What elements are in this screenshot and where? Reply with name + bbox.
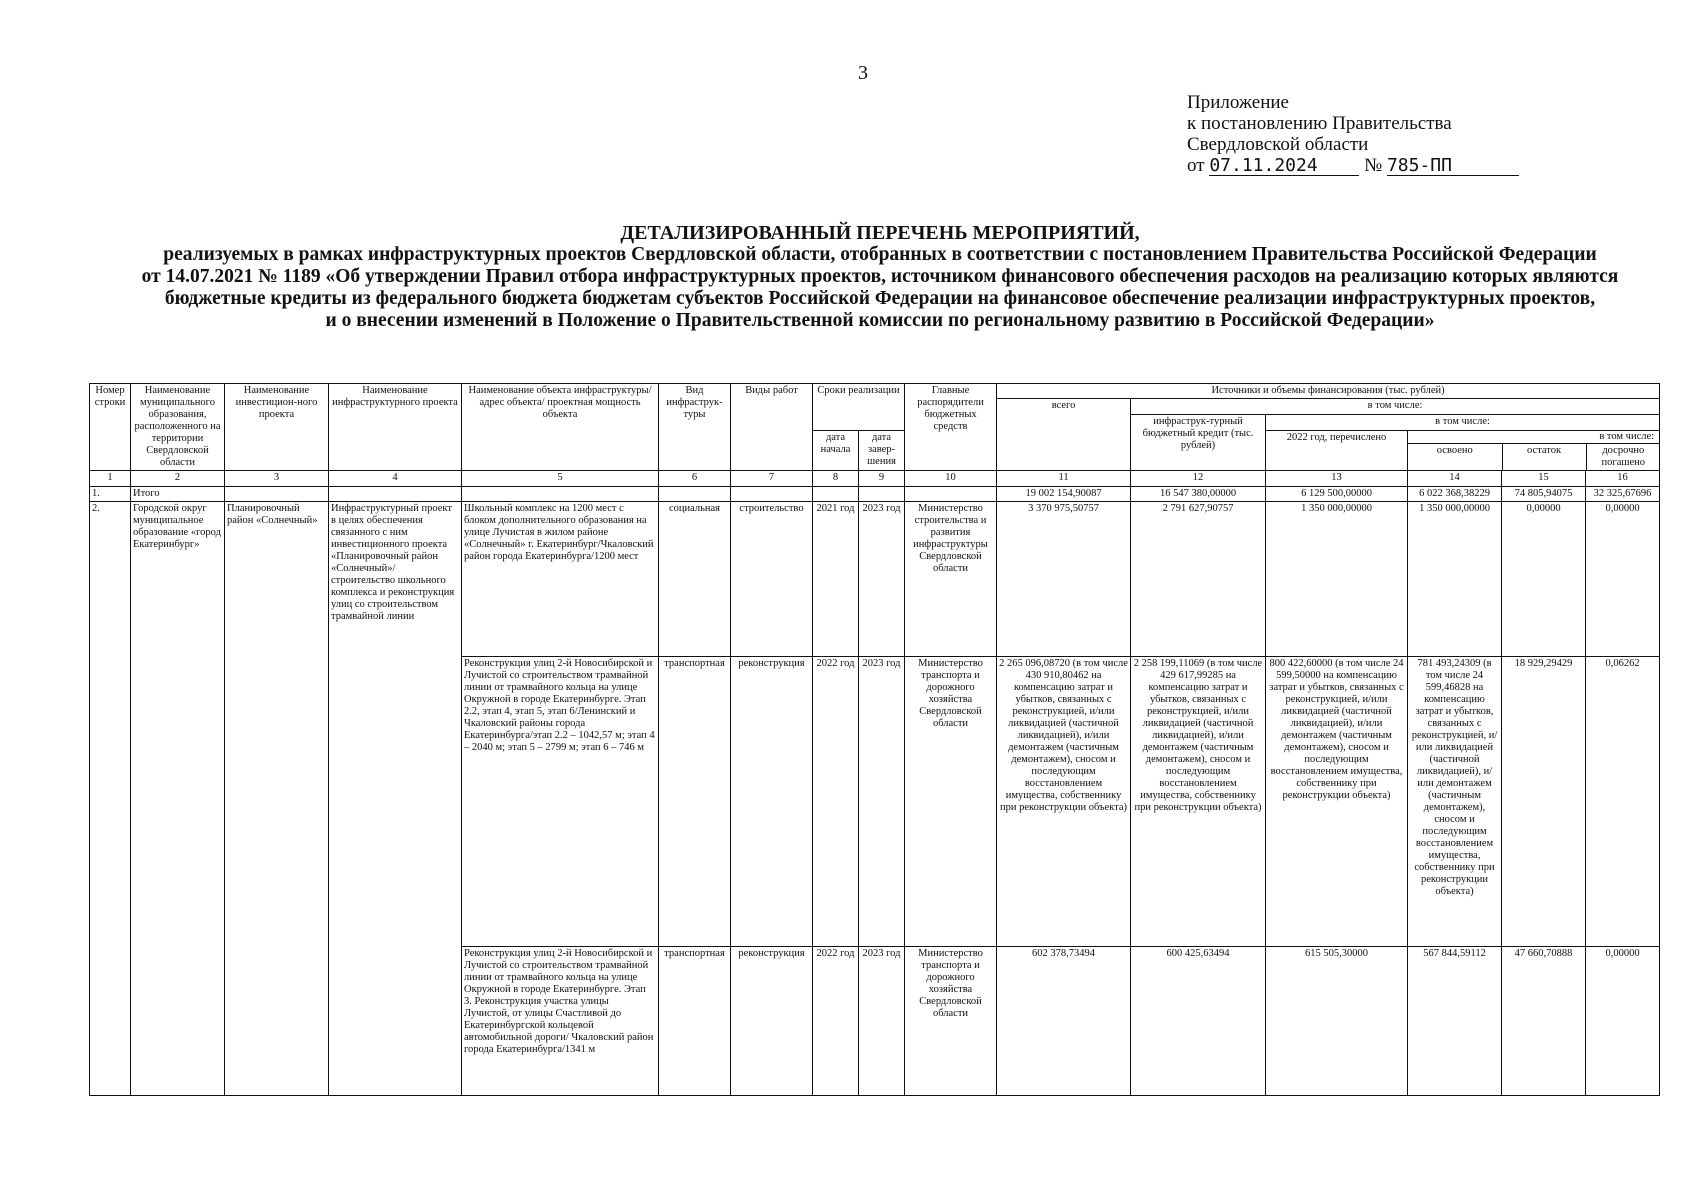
total-transferred: 6 129 500,00000	[1266, 487, 1408, 502]
end-cell: 2023 год	[859, 947, 905, 1096]
header-including2: в том числе:	[1266, 415, 1660, 431]
work-type-cell: реконструкция	[731, 657, 813, 947]
header-end: дата завер-шения	[859, 431, 905, 471]
resolution-number: 785-ПП	[1387, 157, 1519, 176]
total-row	[90, 487, 1660, 502]
col-num: 8	[813, 471, 859, 487]
infra-type-cell: транспортная	[659, 947, 731, 1096]
col-num: 15	[1502, 471, 1586, 487]
header-remainder: остаток	[1502, 444, 1586, 471]
credit-cell: 600 425,63494	[1131, 947, 1266, 1096]
title-line3: от 14.07.2021 № 1189 «Об утверждении Правил отбора инфраструктурных проектов, источником финансового обеспечения расходов на реализацию которых являются	[141, 266, 1619, 287]
header-investment-project: Наименование инвестицион-ного проекта	[225, 384, 329, 471]
col-num: 3	[225, 471, 329, 487]
header-municipality: Наименование муниципального образования, расположенного на территории Свердловской области	[131, 384, 225, 471]
used-cell: 1 350 000,00000	[1408, 502, 1502, 657]
object-cell: Школьный комплекс на 1200 мест с блоком дополнительного образования на улице Лучистая в жилом районе «Солнечный» г. Екатеринбург/Чкаловский район города Екатеринбурга/1200 мест	[462, 502, 659, 657]
manager-cell: Министерство строительства и развития инфраструктуры Свердловской области	[905, 502, 997, 657]
infra-type-cell: транспортная	[659, 657, 731, 947]
total-sum: 19 002 154,90087	[997, 487, 1131, 502]
manager-cell: Министерство транспорта и дорожного хозяйства Свердловской области	[905, 947, 997, 1096]
total-cell: 2 265 096,08720 (в том числе 430 910,80462 на компенсацию затрат и убытков, связанных с реконструкцией, и/или ликвидацией (частичной ликвидацией), и/или демонтажем (частичным демонтажем), сносом и последующим восстановлением имущества, собственнику при реконструкции объекта)	[997, 657, 1131, 947]
used-cell: 567 844,59112	[1408, 947, 1502, 1096]
title-line4: бюджетные кредиты из федерального бюджета бюджетам субъектов Российской Федерации на финансовое обеспечение реализации инфраструктурных проектов,	[164, 288, 1596, 309]
title-line1: ДЕТАЛИЗИРОВАННЫЙ ПЕРЕЧЕНЬ МЕРОПРИЯТИЙ,	[620, 222, 1140, 244]
total-row-label: Итого	[131, 487, 225, 502]
col-num: 6	[659, 471, 731, 487]
header-row-number: Номер строки	[90, 384, 131, 471]
appendix-date-line	[1187, 155, 1519, 176]
appendix-block	[1187, 92, 1519, 176]
col-num: 13	[1266, 471, 1408, 487]
header-credit: инфраструк-турный бюджетный кредит (тыс. рублей)	[1131, 415, 1266, 471]
total-repaid: 32 325,67696	[1586, 487, 1660, 502]
col-num: 2	[131, 471, 225, 487]
header-infra-project: Наименование инфраструктурного проекта	[329, 384, 462, 471]
col-num: 11	[997, 471, 1131, 487]
appendix-line3: Свердловской области	[1187, 134, 1369, 155]
end-cell: 2023 год	[859, 502, 905, 657]
investment-project-cell: Планировочный район «Солнечный»	[225, 502, 329, 1096]
appendix-line2: к постановлению Правительства	[1187, 113, 1452, 134]
manager-cell: Министерство транспорта и дорожного хозяйства Свердловской области	[905, 657, 997, 947]
start-cell: 2022 год	[813, 947, 859, 1096]
repaid-cell: 0,00000	[1586, 502, 1660, 657]
municipality-cell: Городской округ муниципальное образование «город Екатеринбург»	[131, 502, 225, 1096]
row-number: 2.	[90, 502, 131, 1096]
total-cell: 602 378,73494	[997, 947, 1131, 1096]
transferred-cell: 800 422,60000 (в том числе 24 599,50000 на компенсацию затрат и убытков, связанных с реконструкцией, и/или ликвидацией (частичной ликвидацией), и/или демонтажем (частичным демонтажем), сносом и последующим восстановлением имущества, собственнику при реконструкции объекта)	[1266, 657, 1408, 947]
work-type-cell: строительство	[731, 502, 813, 657]
header-sub-group	[1408, 431, 1660, 471]
col-num: 14	[1408, 471, 1502, 487]
col-num: 4	[329, 471, 462, 487]
col-num: 1	[90, 471, 131, 487]
header-row-1	[90, 384, 1660, 399]
title-line5: и о внесении изменений в Положение о Правительственной комиссии по региональному развитию в Российской Федерации»	[325, 310, 1435, 331]
repaid-cell: 0,00000	[1586, 947, 1660, 1096]
credit-cell: 2 258 199,11069 (в том числе 429 617,99285 на компенсацию затрат и убытков, связанных с реконструкцией, и/или ликвидацией (частичной ликвидацией), и/или демонтажем (частичным демонтажем), сносом и последующим восстановлением имущества, собственнику при реконструкции объекта)	[1131, 657, 1266, 947]
header-infra-type: Вид инфраструк-туры	[659, 384, 731, 471]
transferred-cell: 615 505,30000	[1266, 947, 1408, 1096]
measures-table	[89, 383, 1660, 1096]
used-cell: 781 493,24309 (в том числе 24 599,46828 на компенсацию затрат и убытков, связанных с реконструкцией, и/или ликвидацией (частичной ликвидацией), и/или демонтажем (частичным демонтажем), сносом и последующим восстановлением имущества, собственнику при реконструкции объекта)	[1408, 657, 1502, 947]
header-managers: Главные распорядители бюджетных средств	[905, 384, 997, 471]
resolution-date: 07.11.2024	[1209, 157, 1359, 176]
credit-cell: 2 791 627,90757	[1131, 502, 1266, 657]
total-used: 6 022 368,38229	[1408, 487, 1502, 502]
col-num: 16	[1586, 471, 1660, 487]
start-cell: 2021 год	[813, 502, 859, 657]
number-prefix: №	[1364, 155, 1383, 176]
start-cell: 2022 год	[813, 657, 859, 947]
object-cell: Реконструкция улиц 2-й Новосибирской и Лучистой со строительством трамвайной линии от трамвайного кольца на улице Окружной в городе Екатеринбурге. Этап 3. Реконструкция участка улицы Лучистой, от улицы Счастливой до Екатеринбургской кольцевой автомобильной дороги/ Чкаловский район города Екатеринбурга/1341 м	[462, 947, 659, 1096]
col-num: 12	[1131, 471, 1266, 487]
title-line2: реализуемых в рамках инфраструктурных проектов Свердловской области, отобранных в соответствии с постановлением Правительства Российской Федерации	[163, 244, 1597, 265]
header-transferred: 2022 год, перечислено	[1266, 431, 1408, 471]
infra-type-cell: социальная	[659, 502, 731, 657]
end-cell: 2023 год	[859, 657, 905, 947]
appendix-line1: Приложение	[1187, 92, 1289, 113]
total-credit: 16 547 380,00000	[1131, 487, 1266, 502]
header-total: всего	[997, 399, 1131, 471]
remainder-cell: 18 929,29429	[1502, 657, 1586, 947]
header-including3: в том числе:	[1408, 431, 1660, 444]
col-num: 10	[905, 471, 997, 487]
date-prefix: от	[1187, 155, 1205, 176]
page-number: 3	[858, 62, 868, 84]
remainder-cell: 0,00000	[1502, 502, 1586, 657]
transferred-cell: 1 350 000,00000	[1266, 502, 1408, 657]
infra-project-cell: Инфраструктурный проект в целях обеспечения связанного с ним инвестиционного проекта «Планировочный район «Солнечный»/ строительство школьного комплекса и реконструкция улиц со строительством трамвайной линии	[329, 502, 462, 1096]
header-work-type: Виды работ	[731, 384, 813, 471]
column-number-row	[90, 471, 1660, 487]
document-title	[95, 222, 1665, 332]
remainder-cell: 47 660,70888	[1502, 947, 1586, 1096]
total-cell: 3 370 975,50757	[997, 502, 1131, 657]
col-num: 7	[731, 471, 813, 487]
header-used: освоено	[1408, 444, 1502, 471]
header-sources: Источники и объемы финансирования (тыс. рублей)	[997, 384, 1660, 399]
repaid-cell: 0,06262	[1586, 657, 1660, 947]
col-num: 9	[859, 471, 905, 487]
object-cell: Реконструкция улиц 2-й Новосибирской и Лучистой со строительством трамвайной линии от трамвайного кольца на улице Окружной в городе Екатеринбурге. Этап 2.2, этап 4, этап 5, этап 6/Ленинский и Чкаловский районы города Екатеринбурга/этап 2.2 – 1042,57 м; этап 4 – 2040 м; этап 5 – 2799 м; этап 6 – 746 м	[462, 657, 659, 947]
header-repaid: досрочно погашено	[1601, 445, 1645, 468]
header-including: в том числе:	[1131, 399, 1660, 415]
header-object: Наименование объекта инфраструктуры/ адрес объекта/ проектная мощность объекта	[462, 384, 659, 471]
total-remainder: 74 805,94075	[1502, 487, 1586, 502]
table-row	[90, 502, 1660, 657]
header-terms: Сроки реализации	[813, 384, 905, 431]
total-row-number: 1.	[90, 487, 131, 502]
work-type-cell: реконструкция	[731, 947, 813, 1096]
header-start: дата начала	[813, 431, 859, 471]
col-num: 5	[462, 471, 659, 487]
